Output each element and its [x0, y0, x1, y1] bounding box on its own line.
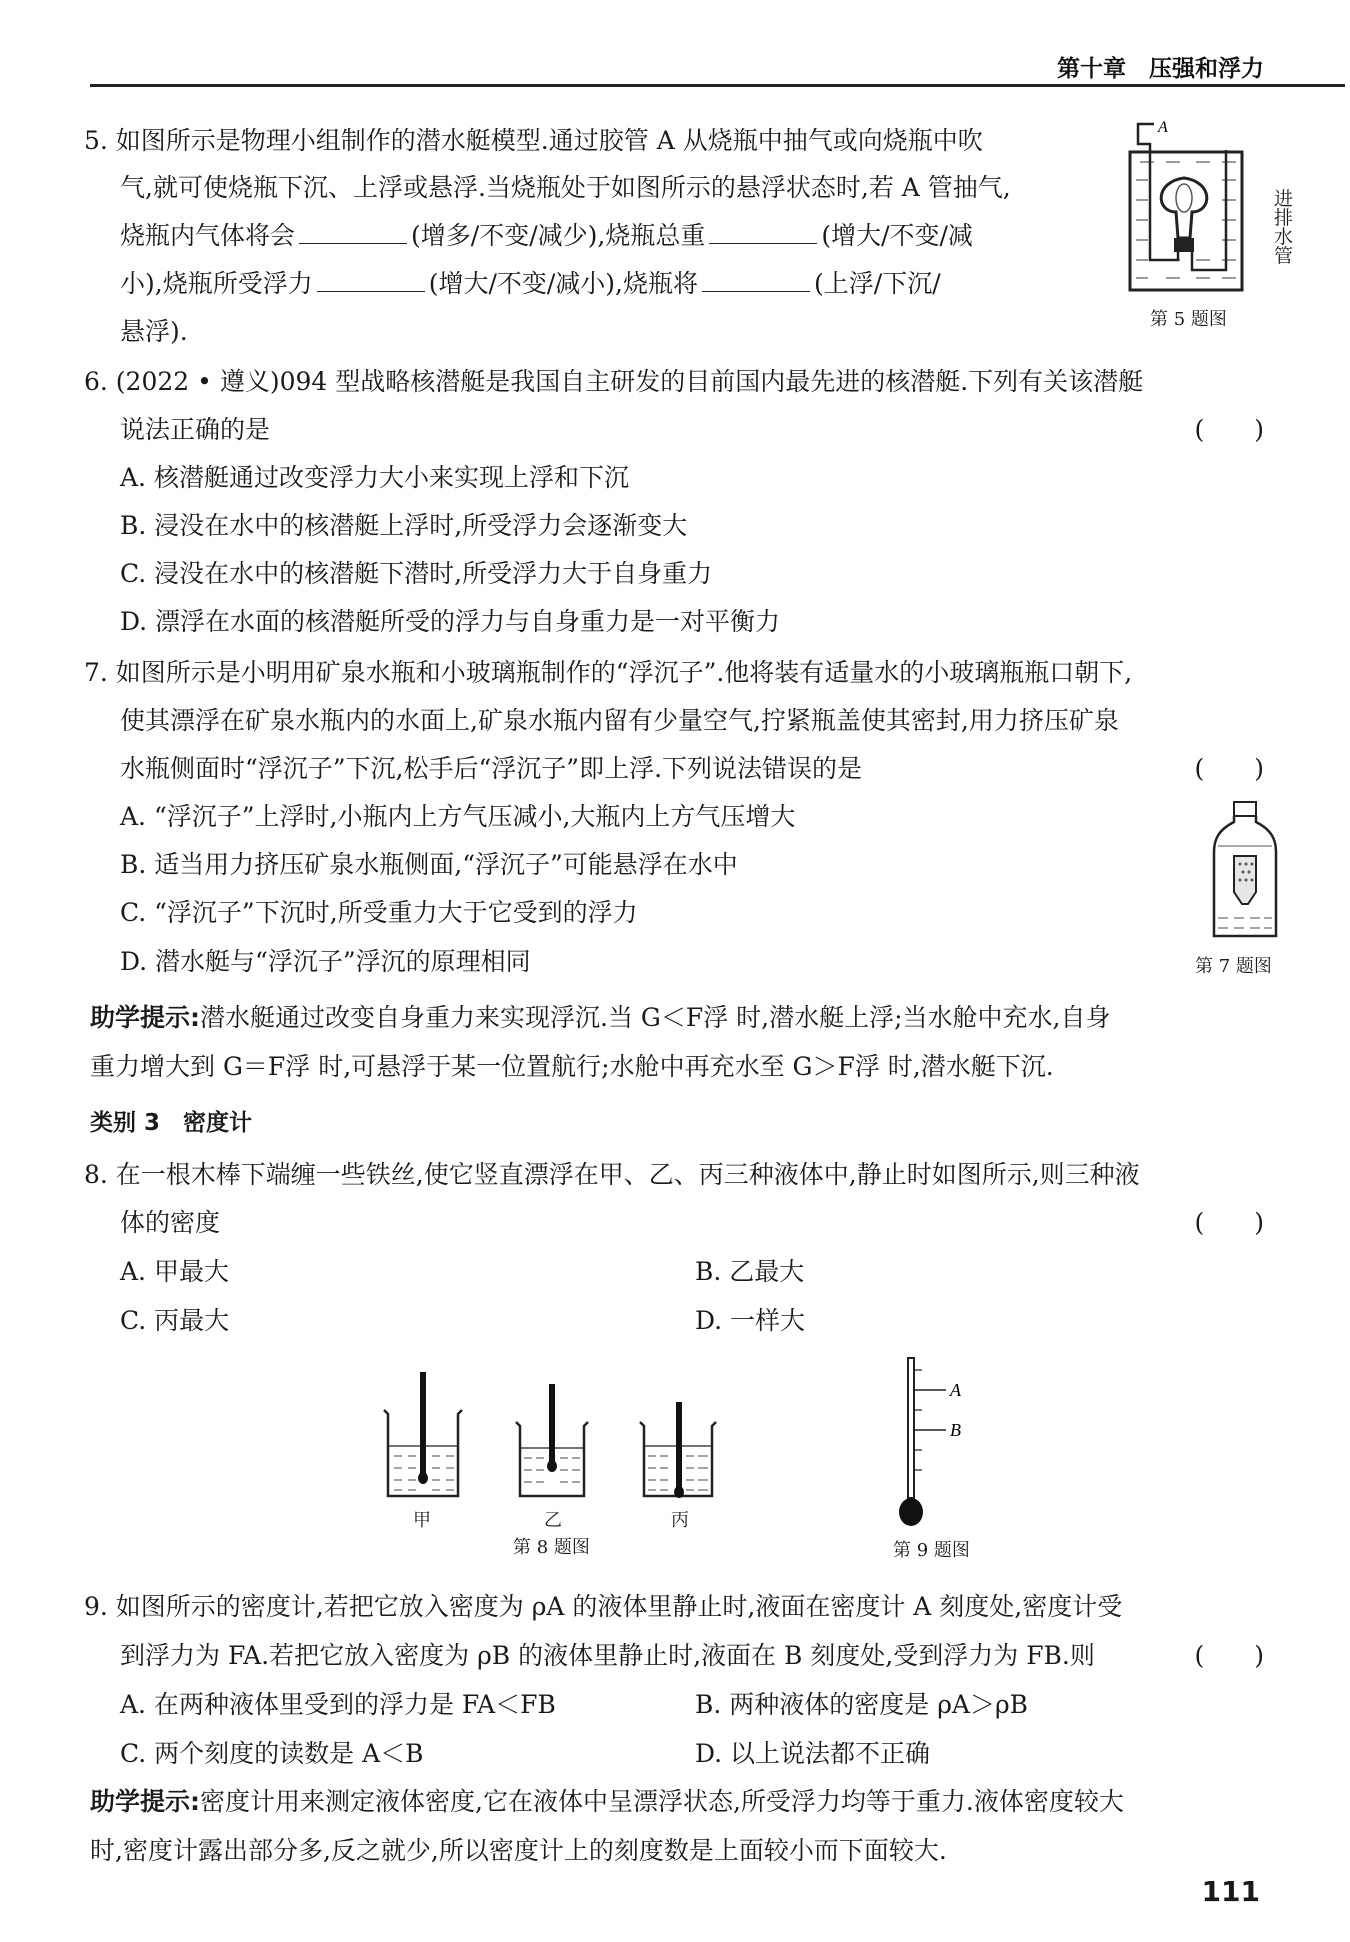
- q6-line1: 6. (2022 • 遵义)094 型战略核潜艇是我国自主研发的目前国内最先进的核潜艇.下列有关该潜艇: [84, 367, 1144, 396]
- chapter-title: 第十章 压强和浮力: [1057, 56, 1264, 82]
- q5-line4: [120, 259, 941, 308]
- hydrometer-label-a: A: [950, 1380, 961, 1400]
- page-number: 111: [1201, 1875, 1260, 1908]
- q7-answer-paren[interactable]: ( ): [1194, 754, 1264, 783]
- side-label-char: 水: [1274, 226, 1294, 248]
- q8-option-b: B. 乙最大: [695, 1257, 805, 1286]
- q9-line1: 9. 如图所示的密度计,若把它放入密度为 ρA 的液体里静止时,液面在密度计 A 刻度处,密度计受: [84, 1592, 1123, 1621]
- hint1-label: 助学提示:: [90, 1003, 200, 1032]
- side-label-char: 管: [1274, 245, 1294, 267]
- hint1-line1: [90, 993, 1110, 1042]
- fig8-caption: 第 8 题图: [513, 1537, 590, 1558]
- q6-option-c: C. 浸没在水中的核潜艇下潜时,所受浮力大于自身重力: [120, 559, 713, 588]
- drain-tube-label: [1274, 190, 1298, 266]
- q8-line2: 体的密度: [120, 1208, 221, 1237]
- q8-option-d: D. 一样大: [695, 1306, 806, 1335]
- category-heading: 类别 3 密度计: [90, 1110, 253, 1136]
- fig7-caption: 第 7 题图: [1195, 956, 1272, 977]
- hint1-text1: 潜水艇通过改变自身重力来实现浮沉.当 G＜F浮 时,潜水艇上浮;当水舱中充水,自身: [200, 1003, 1111, 1032]
- bottle-cap-icon: [1234, 802, 1256, 816]
- answer-blank[interactable]: [317, 269, 425, 292]
- q6-option-a: A. 核潜艇通过改变浮力大小来实现上浮和下沉: [120, 463, 629, 492]
- q9-line2: 到浮力为 FA.若把它放入密度为 ρB 的液体里静止时,液面在 B 刻度处,受到浮力为 FB.则: [120, 1641, 1095, 1670]
- q7-option-b: B. 适当用力挤压矿泉水瓶侧面,“浮沉子”可能悬浮在水中: [120, 850, 738, 879]
- hydrometer-stem: [908, 1358, 914, 1498]
- hint2-label: 助学提示:: [90, 1787, 200, 1816]
- q5-line1: 5. 如图所示是物理小组制作的潜水艇模型.通过胶管 A 从烧瓶中抽气或向烧瓶中吹: [84, 126, 983, 155]
- q7-option-c: C. “浮沉子”下沉时,所受重力大于它受到的浮力: [120, 898, 638, 927]
- q6-line2: 说法正确的是: [120, 415, 271, 444]
- q7-option-d: D. 潜水艇与“浮沉子”浮沉的原理相同: [120, 947, 531, 976]
- hydrometer-label-b: B: [950, 1420, 961, 1440]
- hint2-line1: [90, 1777, 1124, 1826]
- fig5-caption: 第 5 题图: [1150, 309, 1227, 330]
- scale-ticks: [914, 1370, 922, 1470]
- q6-option-d: D. 漂浮在水面的核潜艇所受的浮力与自身重力是一对平衡力: [120, 607, 781, 636]
- q7-line3: 水瓶侧面时“浮沉子”下沉,松手后“浮沉子”即上浮.下列说法错误的是: [120, 754, 863, 783]
- q6-option-b: B. 浸没在水中的核潜艇上浮时,所受浮力会逐渐变大: [120, 511, 688, 540]
- q5-line3-part3: (增大/不变/减: [821, 221, 973, 250]
- q8-option-c: C. 丙最大: [120, 1306, 230, 1335]
- q5-line4-part1: 小),烧瓶所受浮力: [120, 269, 313, 298]
- q7-figure: [1210, 800, 1280, 940]
- q8-line1: 8. 在一根木棒下端缠一些铁丝,使它竖直漂浮在甲、乙、丙三种液体中,静止时如图所示,则三种液: [84, 1160, 1140, 1189]
- q8-option-a: A. 甲最大: [120, 1257, 229, 1286]
- fig9-caption: 第 9 题图: [893, 1540, 970, 1561]
- beaker-label-yi: 乙: [544, 1510, 562, 1531]
- side-label-char: 进: [1274, 188, 1294, 210]
- flask-icon: [1161, 178, 1207, 238]
- beaker-label-jia: 甲: [413, 1510, 431, 1531]
- beaker-jia: [384, 1372, 462, 1496]
- q9-option-d: D. 以上说法都不正确: [695, 1739, 931, 1768]
- q7-option-a: A. “浮沉子”上浮时,小瓶内上方气压减小,大瓶内上方气压增大: [120, 802, 796, 831]
- fig5-label-a: A: [1158, 119, 1168, 136]
- q5-line5: 悬浮).: [120, 317, 188, 346]
- answer-blank[interactable]: [702, 269, 810, 292]
- q5-line3: [120, 211, 973, 260]
- q5-line2: 气,就可使烧瓶下沉、上浮或悬浮.当烧瓶处于如图所示的悬浮状态时,若 A 管抽气,: [120, 173, 1011, 202]
- q9-option-c: C. 两个刻度的读数是 A＜B: [120, 1739, 424, 1768]
- q5-line3-part1: 烧瓶内气体将会: [120, 221, 296, 250]
- answer-blank[interactable]: [709, 221, 817, 244]
- side-label-char: 排: [1274, 207, 1294, 229]
- stopper-icon: [1174, 238, 1194, 252]
- answer-blank[interactable]: [299, 221, 407, 244]
- q9-option-a: A. 在两种液体里受到的浮力是 FA＜FB: [120, 1690, 556, 1719]
- beaker-yi: [516, 1384, 588, 1496]
- q7-line2: 使其漂浮在矿泉水瓶内的水面上,矿泉水瓶内留有少量空气,拧紧瓶盖使其密封,用力挤压矿泉: [120, 706, 1119, 735]
- hint2-line2: 时,密度计露出部分多,反之就少,所以密度计上的刻度数是上面较小而下面较大.: [90, 1836, 947, 1865]
- q6-answer-paren[interactable]: ( ): [1194, 415, 1264, 444]
- q9-figure: [890, 1356, 980, 1528]
- q9-answer-paren[interactable]: ( ): [1194, 1641, 1264, 1670]
- header-rule: [90, 84, 1345, 87]
- q5-line4-part3: (上浮/下沉/: [814, 269, 941, 298]
- q7-line1: 7. 如图所示是小明用矿泉水瓶和小玻璃瓶制作的“浮沉子”.他将装有适量水的小玻璃瓶瓶口朝下,: [84, 658, 1133, 687]
- beaker-label-bing: 丙: [671, 1510, 689, 1531]
- q9-option-b: B. 两种液体的密度是 ρA＞ρB: [695, 1690, 1029, 1719]
- q8-figure: [378, 1372, 738, 1512]
- q5-line3-part2: (增多/不变/减少),烧瓶总重: [411, 221, 706, 250]
- q5-line4-part2: (增大/不变/减小),烧瓶将: [428, 269, 699, 298]
- q8-answer-paren[interactable]: ( ): [1194, 1208, 1264, 1237]
- beaker-bing: [640, 1402, 716, 1498]
- hint1-line2: 重力增大到 G＝F浮 时,可悬浮于某一位置航行;水舱中再充水至 G＞F浮 时,潜水艇下沉.: [90, 1052, 1054, 1081]
- hint2-text1: 密度计用来测定液体密度,它在液体中呈漂浮状态,所受浮力均等于重力.液体密度较大: [200, 1787, 1124, 1816]
- hydrometer-bulb-icon: [899, 1498, 923, 1526]
- q5-figure: [1126, 120, 1266, 295]
